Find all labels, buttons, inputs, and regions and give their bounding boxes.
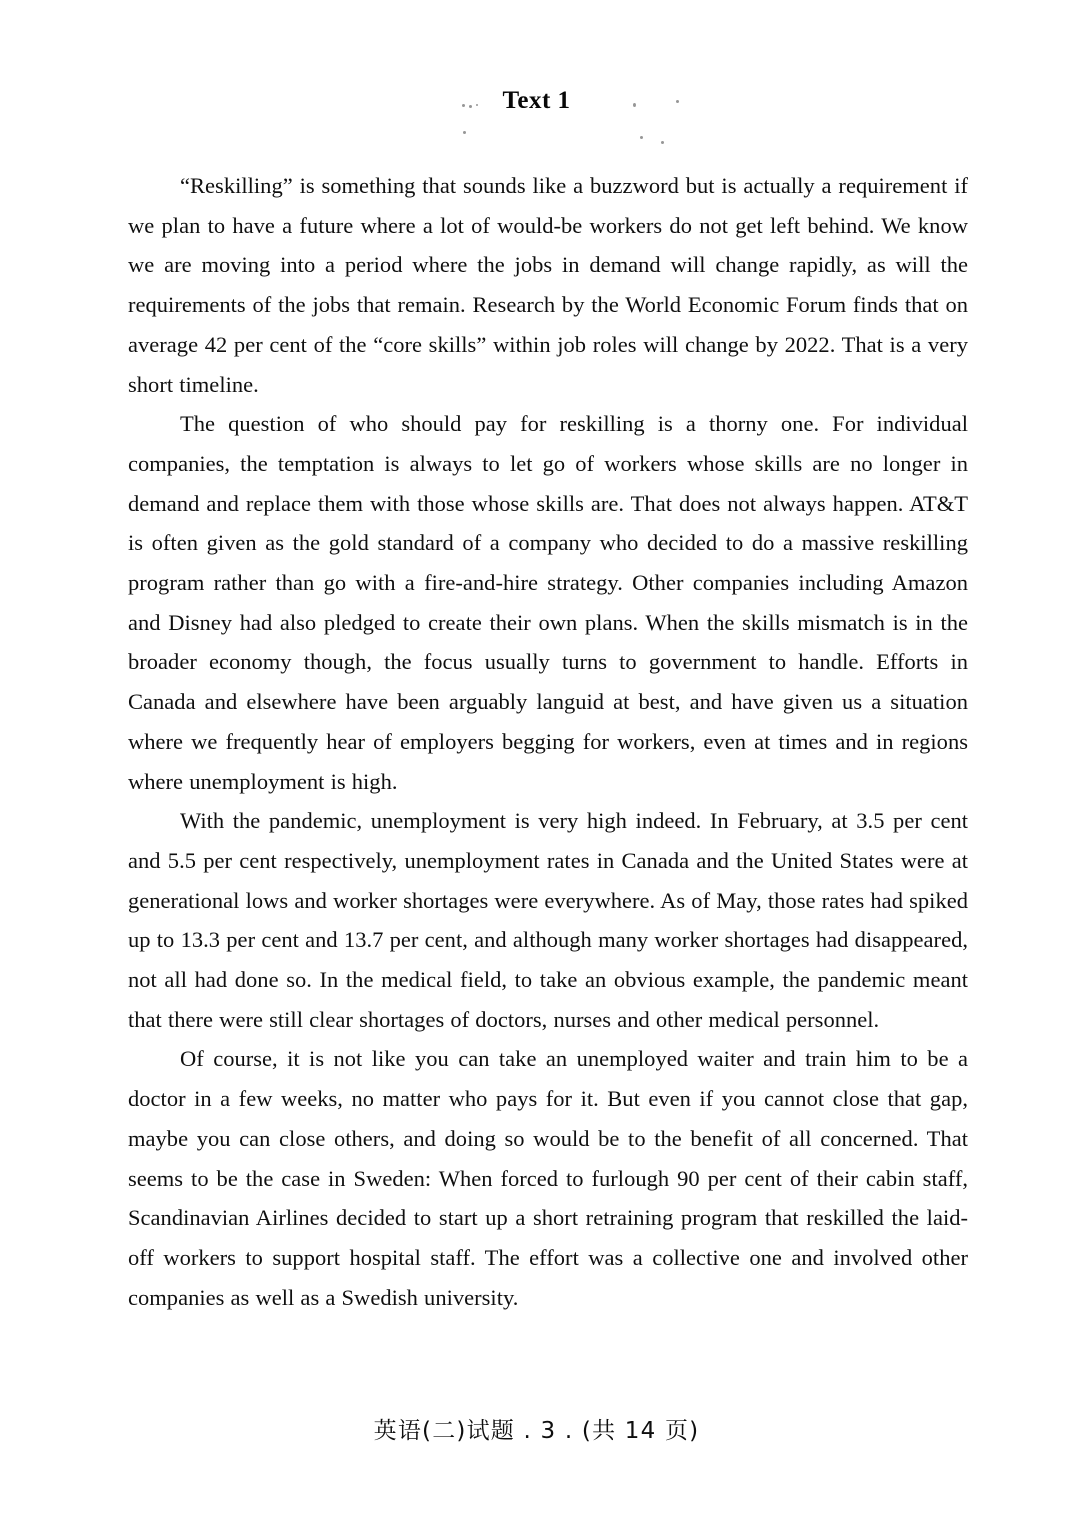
article-body bbox=[128, 166, 968, 1317]
page-title: Text 1 bbox=[502, 87, 571, 114]
title-band bbox=[0, 88, 1073, 113]
paragraph-2: The question of who should pay for reskilling is a thorny one. For individual companies, the temptation is always to let go of workers whose skills are no longer in demand and replace them with those whose skills are. That does not always happen. AT&T is often given as the gold standard of a company who decided to do a massive reskilling program rather than go with a fire-and-hire strategy. Other companies including Amazon and Disney had also pledged to create their own plans. When the skills mismatch is in the broader economy though, the focus usually turns to government to handle. Efforts in Canada and elsewhere have been arguably languid at best, and have given us a situation where we frequently hear of employers begging for workers, even at times and in regions where unemployment is high. bbox=[128, 411, 968, 794]
paragraph-1: “Reskilling” is something that sounds like a buzzword but is actually a requirement if we plan to have a future where a lot of would-be workers do not get left behind. We know we are moving into a period where the jobs in demand will change rapidly, as will the requirements of the jobs that remain. Research by the World Economic Forum finds that on average 42 per cent of the “core skills” within job roles will change by 2022. That is a very short timeline. bbox=[128, 173, 968, 397]
footer-text: 英语(二)试题 . 3 . (共 14 页) bbox=[373, 1418, 700, 1444]
paragraph-3: With the pandemic, unemployment is very high indeed. In February, at 3.5 per cent and 5.5 per cent respectively, unemployment rates in Canada and the United States were at generational lows and worker shortages were everywhere. As of May, those rates had spiked up to 13.3 per cent and 13.7 per cent, and although many worker shortages had disappeared, not all had done so. In the medical field, to take an obvious example, the pandemic meant that there were still clear shortages of doctors, nurses and other medical personnel. bbox=[128, 808, 968, 1032]
scan-speck bbox=[463, 131, 466, 134]
scan-speck bbox=[661, 141, 664, 144]
paragraph-4: Of course, it is not like you can take an unemployed waiter and train him to be a doctor in a few weeks, no matter who pays for it. But even if you cannot close that gap, maybe you can close others, and doing so would be to the benefit of all concerned. That seems to be the case in Sweden: When forced to furlough 90 per cent of their cabin staff, Scandinavian Airlines decided to start up a short retraining program that reskilled the laid-off workers to support hospital staff. The effort was a collective one and involved other companies as well as a Swedish university. bbox=[128, 1046, 968, 1310]
scan-speck bbox=[640, 136, 643, 139]
page-footer bbox=[0, 1412, 1073, 1445]
